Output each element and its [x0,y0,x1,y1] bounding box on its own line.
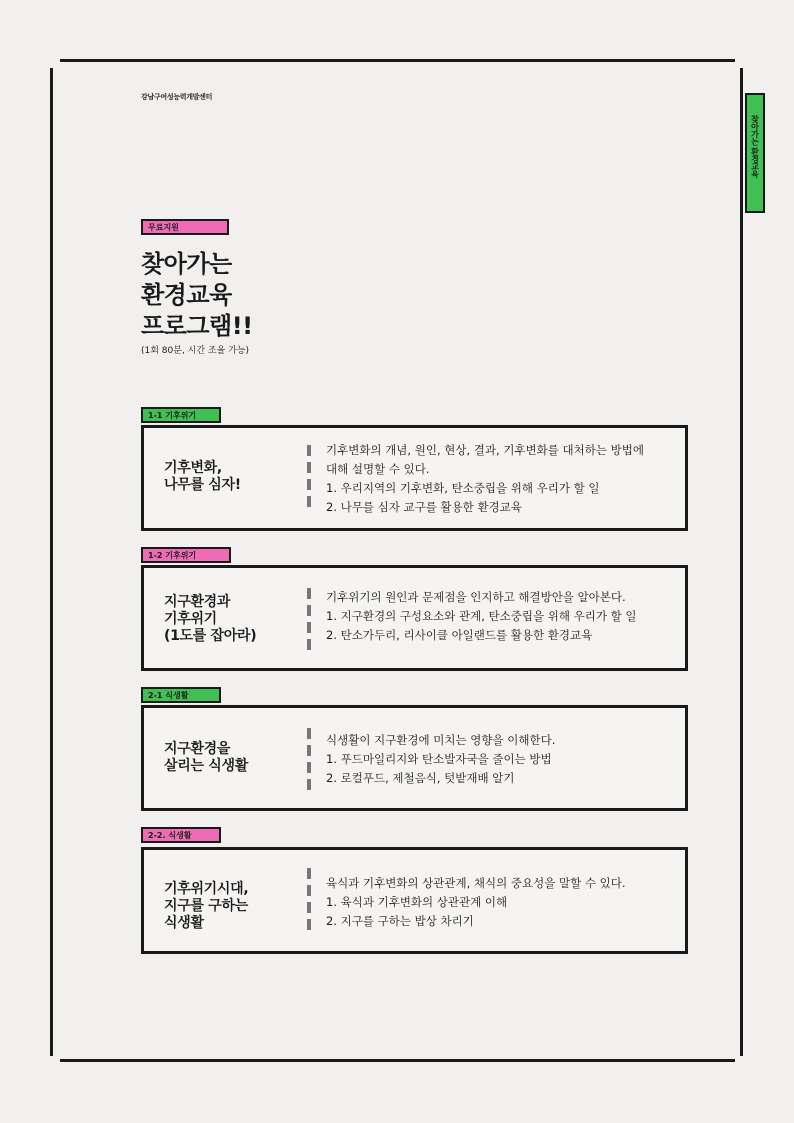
desc-line: 기후변화의 개념, 원인, 현상, 결과, 기후변화를 대처하는 방법에 [326,443,644,457]
section-tag-label: 2-1 식생활 [148,690,189,700]
section-title-line: 기후위기 [164,611,217,627]
section-title-line: 지구를 구하는 [164,898,248,914]
desc-line: 육식과 기후변화의 상관관계, 채식의 중요성을 말할 수 있다. [326,876,626,890]
desc-line: 1. 우리지역의 기후변화, 탄소중립을 위해 우리가 할 일 [326,481,600,495]
title-line: 환경교육 [141,281,232,309]
section-tag [141,687,221,703]
section-title [164,741,248,775]
title-line: 찾아가는 [141,250,232,278]
frame-bottom-line [60,1059,735,1062]
section-card [141,705,688,811]
section-title-line: 나무를 심자! [164,477,241,493]
section-title-line: (1도를 잡아라) [164,628,257,644]
section-title-line: 식생활 [164,915,204,931]
section-card [141,847,688,954]
desc-line: 2. 나무를 심자 교구를 활용한 환경교육 [326,500,522,514]
divider-dashes [307,868,311,934]
free-badge [141,219,229,235]
divider-dashes [307,445,311,511]
section-card [141,425,688,531]
desc-line: 1. 푸드마일리지와 탄소발자국을 줄이는 방법 [326,752,552,766]
section-desc [326,441,644,517]
section-tag-label: 1-2 기후위기 [148,550,197,560]
desc-line: 2. 로컬푸드, 제철음식, 텃밭재배 알기 [326,771,515,785]
section-card [141,565,688,671]
section-tag [141,407,221,423]
section-title-line: 기후변화, [164,460,222,476]
desc-line: 식생활이 지구환경에 미치는 영향을 이해한다. [326,733,556,747]
page-title [141,249,253,342]
divider-dashes [307,588,311,654]
desc-line: 2. 지구를 구하는 밥상 차리기 [326,914,474,928]
section-title-line: 지구환경을 [164,741,231,757]
section-title [164,881,248,932]
section-desc [326,731,555,788]
section-title-line: 살리는 식생활 [164,758,248,774]
section-desc [326,874,626,931]
side-tab [745,93,765,213]
desc-line: 1. 지구환경의 구성요소와 관계, 탄소중립을 위해 우리가 할 일 [326,609,637,623]
free-badge-label: 무료지원 [148,222,179,232]
divider-dashes [307,728,311,794]
section-title-line: 기후위기시대, [164,881,249,897]
section-title [164,594,256,645]
section-tag [141,827,221,843]
section-title [164,460,241,494]
desc-line: 기후위기의 원인과 문제점을 인지하고 해결방안을 알아본다. [326,590,626,604]
section-tag [141,547,231,563]
desc-line: 1. 육식과 기후변화의 상관관계 이해 [326,895,508,909]
subtitle: (1회 80분, 시간 조율 가능) [141,346,250,356]
org-name: 강남구여성능력개발센터 [141,93,213,101]
section-title-line: 지구환경과 [164,594,231,610]
frame-left-line [50,68,53,1056]
frame-right-line [740,68,743,1056]
frame-top-line [60,59,735,62]
section-tag-label: 1-1 기후위기 [148,410,197,420]
section-desc [326,588,637,645]
side-tab-label: 찾아가는 환경교육 [750,115,760,178]
title-line: 프로그램!! [141,312,253,340]
desc-line: 2. 탄소가두리, 리사이클 아일랜드를 활용한 환경교육 [326,628,593,642]
desc-line: 대해 설명할 수 있다. [326,462,430,476]
section-tag-label: 2-2. 식생활 [148,830,192,840]
